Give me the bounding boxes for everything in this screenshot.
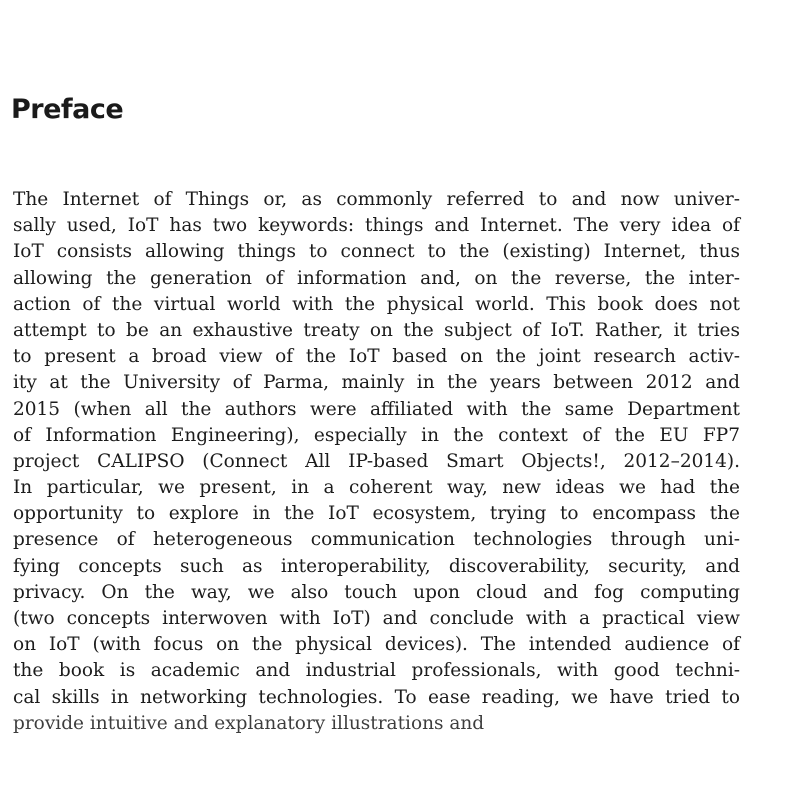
text-line: action of the virtual world with the physical world. This book does not	[13, 293, 740, 315]
text-line: project CALIPSO (Connect All IP-based Smart Objects!, 2012–2014).	[13, 450, 740, 472]
preface-heading: Preface	[11, 94, 124, 125]
text-line: 2015 (when all the authors were affiliated with the same Department	[13, 398, 740, 420]
text-line: fying concepts such as interoperability, discoverability, security, and	[13, 555, 740, 577]
text-line: to present a broad view of the IoT based on the joint research activ-	[13, 346, 740, 368]
text-line: IoT consists allowing things to connect to the (existing) Internet, thus	[13, 241, 740, 263]
text-line: (two concepts interwoven with IoT) and conclude with a practical view	[13, 608, 740, 629]
text-line: ity at the University of Parma, mainly in the years between 2012 and	[13, 372, 740, 394]
text-line: attempt to be an exhaustive treaty on the subject of IoT. Rather, it tries	[13, 319, 740, 341]
text-line: sally used, IoT has two keywords: things and Internet. The very idea of	[13, 215, 740, 237]
text-line: the book is academic and industrial professionals, with good techni-	[13, 660, 740, 682]
text-line: presence of heterogeneous communication technologies through uni-	[13, 529, 740, 551]
text-line: The Internet of Things or, as commonly referred to and now univer-	[13, 189, 740, 210]
text-line-clipped: provide intuitive and explanatory illustrations and	[13, 712, 485, 734]
preface-body	[13, 187, 740, 734]
text-line: In particular, we present, in a coherent way, new ideas we had the	[13, 477, 740, 499]
text-line: opportunity to explore in the IoT ecosystem, trying to encompass the	[13, 503, 740, 525]
text-line: on IoT (with focus on the physical devices). The intended audience of	[13, 634, 740, 656]
text-line: allowing the generation of information and, on the reverse, the inter-	[13, 267, 740, 289]
text-line: privacy. On the way, we also touch upon cloud and fog computing	[13, 581, 740, 603]
text-line: cal skills in networking technologies. To ease reading, we have tried to	[13, 686, 740, 708]
text-line: of Information Engineering), especially in the context of the EU FP7	[13, 424, 740, 446]
